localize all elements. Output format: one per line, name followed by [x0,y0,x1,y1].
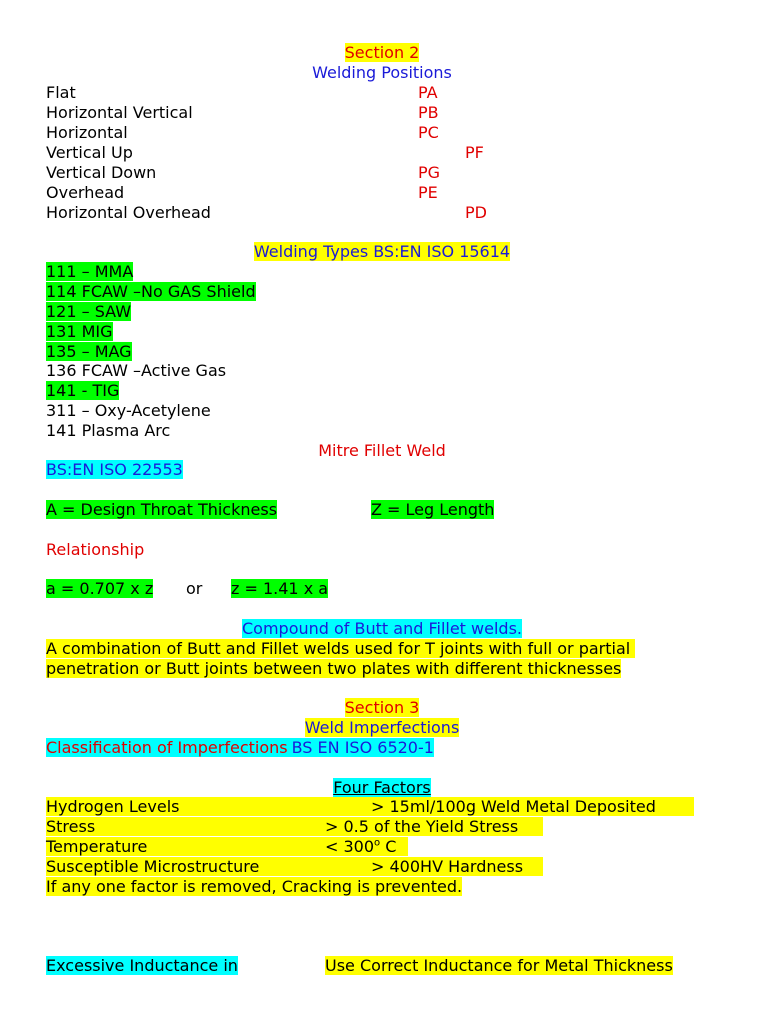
factor-name: Stress [46,817,96,836]
section-3-heading-row [46,698,718,717]
relationship-label: Relationship [46,540,145,559]
or-word: or [186,579,203,598]
welding-type-item: 121 – SAW [46,302,132,321]
position-name: Horizontal Vertical [46,103,193,122]
formula-a: a = 0.707 x z [46,579,154,598]
compound-heading: Compound of Butt and Fillet welds. [242,619,522,638]
position-name: Horizontal [46,123,128,142]
section-2-heading-row [46,43,718,62]
welding-type-item: 141 - TIG [46,381,120,400]
section-2-heading: Section 2 [344,43,420,62]
welding-type-item: 114 FCAW –No GAS Shield [46,282,256,301]
welding-types-heading: Welding Types BS:EN ISO 15614 [253,242,511,261]
four-factors-row [46,778,718,797]
correct-inductance: Use Correct Inductance for Metal Thickness [325,956,673,975]
position-name: Overhead [46,183,125,202]
weld-imperfections-row [46,718,718,737]
classification-standard: BS EN ISO 6520-1 [288,738,434,757]
four-factors-heading: Four Factors [333,778,431,797]
factors-note: If any one factor is removed, Cracking is prevented. [46,877,463,896]
welding-types-heading-row [46,242,718,261]
position-name: Horizontal Overhead [46,203,211,222]
mitre-fillet-heading: Mitre Fillet Weld [318,441,446,460]
mitre-standard: BS:EN ISO 22553 [46,460,183,479]
classification-row [46,738,434,757]
design-throat-label: A = Design Throat Thickness [46,500,278,519]
position-code: PA [418,83,438,102]
welding-type-item: 131 MIG [46,322,113,341]
position-code: PG [418,163,441,182]
leg-length-label: Z = Leg Length [371,500,495,519]
welding-type-item: 135 – MAG [46,342,132,361]
section-3-heading: Section 3 [344,698,420,717]
factor-value: > 15ml/100g Weld Metal Deposited [371,797,656,816]
factor-row [46,817,543,836]
factor-name: Temperature [46,837,148,856]
factor-value: < 300 [325,837,375,856]
welding-type-item: 136 FCAW –Active Gas [46,361,227,380]
factor-value: > 0.5 of the Yield Stress [325,817,519,836]
weld-imperfections-heading: Weld Imperfections [304,718,460,737]
position-name: Vertical Up [46,143,133,162]
position-name: Flat [46,83,76,102]
position-code: PD [465,203,487,222]
position-code: PB [418,103,439,122]
position-code: PE [418,183,438,202]
welding-type-item: 311 – Oxy-Acetylene [46,401,211,420]
compound-heading-row [46,619,718,638]
position-name: Vertical Down [46,163,157,182]
formula-z: z = 1.41 x a [231,579,329,598]
welding-positions-heading: Welding Positions [312,63,452,82]
factor-value-group [325,837,396,856]
factor-row [46,857,543,876]
excessive-inductance: Excessive Inductance in [46,956,238,975]
compound-text-line: penetration or Butt joints between two plates with different thicknesses [46,659,622,678]
temperature-unit: C [380,837,397,856]
factor-row [46,797,694,816]
factor-value: > 400HV Hardness [371,857,524,876]
welding-type-item: 111 – MMA [46,262,134,281]
factor-name: Susceptible Microstructure [46,857,260,876]
position-code: PF [465,143,484,162]
position-code: PC [418,123,439,142]
classification-label: Classification of Imperfections [46,738,288,757]
factor-row [46,837,408,856]
welding-type-item: 141 Plasma Arc [46,421,171,440]
compound-text-line: A combination of Butt and Fillet welds used for T joints with full or partial [46,639,636,658]
degree-superscript: o [374,837,381,849]
factor-name: Hydrogen Levels [46,797,180,816]
